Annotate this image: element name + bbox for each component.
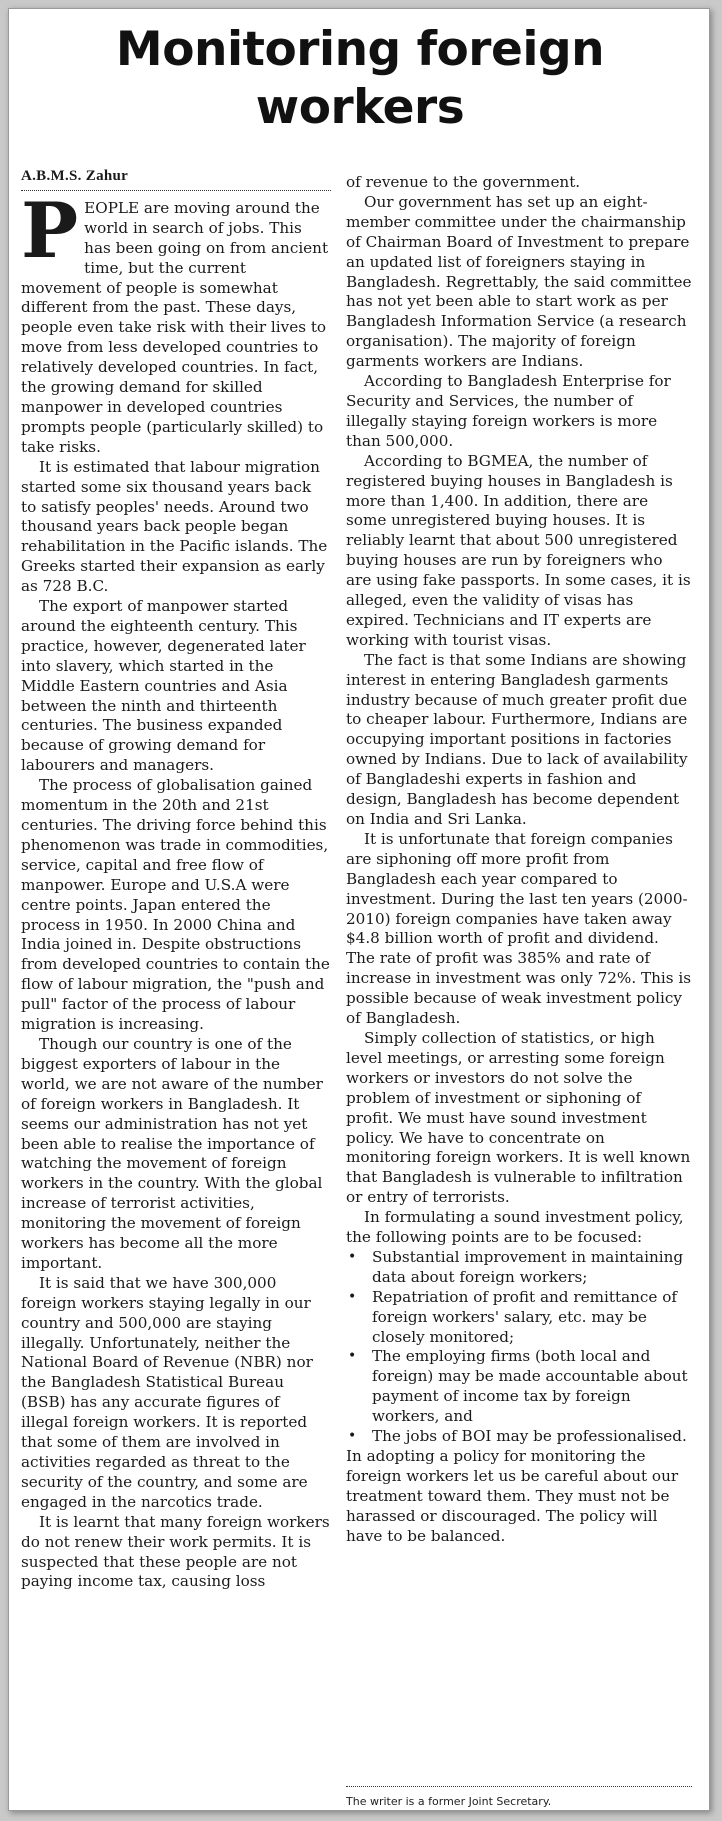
paragraph: According to BGMEA, the number of registered buying houses in Bangladesh is more than 1,400. In addition, there are some unregistered buying houses. It is reliably learnt that about 500 unregistered buying houses are run by foreigners who are using fake passports. In some cases, it is alleged, even the validity of visas has expired. Technicians and IT experts are working with tourist visas. (346, 451, 691, 649)
paragraph: In formulating a sound investment policy, the following points are to be focused: (346, 1208, 684, 1247)
footer-divider (346, 1786, 692, 1787)
bullet-item: • The jobs of BOI may be professionalised. (346, 1427, 692, 1447)
paragraph: It is unfortunate that foreign companies are siphoning off more profit from Bangladesh each year compared to investment. During the last ten years (2000-2010) foreign companies have taken away $4.8 billion worth of profit and dividend. The rate of profit was 385% and rate of increase in investment was only 72%. This is possible because of weak investment policy of Bangladesh. (346, 829, 692, 1028)
paragraph: It is learnt that many foreign workers do not renew their work permits. It is suspected that these people are not paying income tax, causing loss (21, 1512, 330, 1591)
author-note: The writer is a former Joint Secretary. (346, 1795, 552, 1808)
paragraph: The fact is that some Indians are showing interest in entering Bangladesh garments industry because of much greater profit due to cheaper labour. Furthermore, Indians are occupying important positions in factories owned by Indians. Due to lack of availability of Bangladeshi experts in fashion and design, Bangladesh has become dependent on India and Sri Lanka. (346, 650, 688, 828)
paragraph: The process of globalisation gained momentum in the 20th and 21st centuries. The driving force behind this phenomenon was trade in commodities, service, capital and free flow of manpower. Europe and U.S.A were centre points. Japan entered the process in 1950. In 2000 China and India joined in. Despite obstructions from developed countries to contain the flow of labour migration, the "push and pull" factor of the process of labour migration is increasing. (21, 776, 330, 1034)
dropcap: P (21, 185, 79, 275)
paragraph: Though our country is one of the biggest exporters of labour in the world, we are not aware of the number of foreign workers in Bangladesh. It seems our administration has not yet been able to realise the importance of watching the movement of foreign workers in the country. With the global increase of terrorist activities, monitoring the movement of foreign workers has become all the more important. (21, 1034, 323, 1272)
paragraph: Simply collection of statistics, or high level meetings, or arresting some foreign workers or investors do not solve the problem of investment or siphoning of profit. We must have sound investment policy. We have to concentrate on monitoring foreign workers. It is well known that Bangladesh is vulnerable to infiltration or entry of terrorists. (346, 1028, 691, 1207)
paragraph: It is said that we have 300,000 foreign workers staying legally in our country and 500,000 are staying illegally. Unfortunately, neither the National Board of Revenue (NBR) nor the Bangladesh Statistical Bureau (BSB) has any accurate figures of illegal foreign workers. It is reported that some of them are involved in activities regarded as threat to the security of the country, and some are engaged in the narcotics trade. (21, 1273, 313, 1511)
bullet-item: • Repatriation of profit and remittance of foreign workers' salary, etc. may be closely monitored; (346, 1288, 692, 1348)
paragraph: In adopting a policy for monitoring the foreign workers let us be careful about our treatment toward them. They must not be harassed or discouraged. The policy will have to be balanced. (346, 1447, 679, 1545)
paragraph: The export of manpower started around the eighteenth century. This practice, however, degenerated later into slavery, which started in the Middle Eastern countries and Asia between the ninth and thirteenth centuries. The business expanded because of growing demand for labourers and managers. (21, 597, 306, 775)
article-headline: Monitoring foreign workers (115, 22, 605, 135)
left-column (21, 167, 331, 1592)
paragraph: Our government has set up an eight-member committee under the chairmanship of Chairman Board of Investment to prepare an updated list of foreigners staying in Bangladesh. Regrettably, the said committee has not yet been able to start work as per Bangladesh Information Service (a research organisation). The majority of foreign garments workers are Indians. (346, 192, 692, 371)
byline: A.B.M.S. Zahur (21, 167, 331, 191)
bullet-item: • The employing firms (both local and foreign) may be made accountable about payment of income tax by foreign workers, and (346, 1347, 692, 1427)
paragraph (21, 185, 331, 458)
paragraph: of revenue to the government. (346, 173, 581, 191)
paragraph-text: EOPLE are moving around the world in search of jobs. This has been going on from ancient time, but the current movement of people is somewhat different from the past. These days, people even take risk with their lives to move from less developed countries to relatively developed countries. In fact, the growing demand for skilled manpower in developed countries prompts people (particularly skilled) to take risks. (21, 198, 329, 456)
bullet-list (346, 1248, 692, 1447)
paragraph: According to Bangladesh Enterprise for Security and Services, the number of illegally staying foreign workers is more than 500,000. (346, 372, 671, 450)
right-column (346, 173, 692, 1547)
paragraph: It is estimated that labour migration started some six thousand years back to satisfy peoples' needs. Around two thousand years back people began rehabilitation in the Pacific islands. The Greeks started their expansion as early as 728 B.C. (21, 457, 328, 596)
newspaper-clipping (8, 8, 710, 1811)
bullet-item: • Substantial improvement in maintaining data about foreign workers; (346, 1248, 692, 1288)
